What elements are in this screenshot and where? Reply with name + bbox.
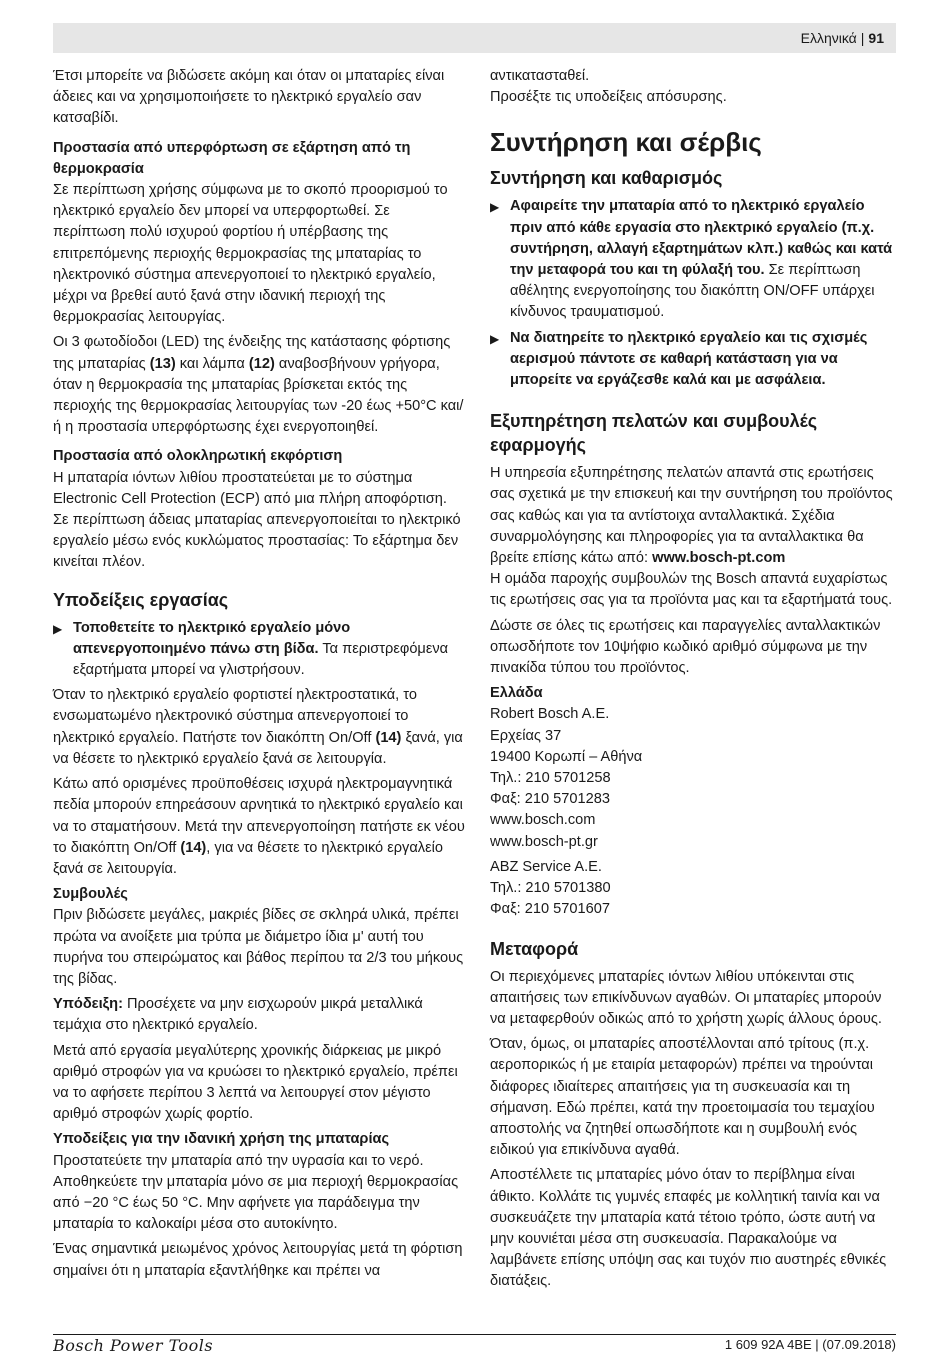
paragraph-overload: Σε περίπτωση χρήσης σύμφωνα με το σκοπό προορισμού το ηλεκτρικό εργαλείο δεν μπορεί να υπερφορτωθεί. Σε περίπτωση πολύ ισχυρού φορτίου ή υπέρβασης της επιτρεπόμενης περιοχής θερμοκρασίας της μπαταρίας το ηλεκτρονικό σύστημα απενεργοποιεί το ηλεκτρικό εργαλείο, μέχρι να βρεθεί αυτό ξανά στην ιδανική περιοχή της θερμοκρασίας λειτουργίας. [53,182,448,326]
text-led-a: Οι 3 φωτοδίοδοι (LED) της ένδειξης της κατάστασης φόρτισης της μπαταρίας [53,334,451,372]
address-line: Φαξ: 210 5701283 [490,791,610,808]
text-emc-a: Κάτω από ορισμένες προϋποθέσεις ισχυρά ηλεκτρομαγνητικά πεδία μπορούν επηρεάσουν αρνητικά το ηλεκτρικό εργαλείο και να το σταματήσουν. Μετά την απενεργοποίηση πατήστε εκ νέου το διακόπτη On/Off [53,776,465,856]
page-header-bar [53,23,896,53]
bullet-arrow-icon: ▶ [490,331,500,346]
paragraph-service-b: Η ομάδα παροχής συμβουλών της Bosch απαντά ευχαρίστως τις ερωτήσεις σας για τα προϊόντα μας και τα εξαρτήματά τους. [490,571,893,609]
page-number: 91 [868,30,884,46]
bullet-arrow-icon: ▶ [490,200,500,215]
paragraph-cooling: Μετά από εργασία μεγαλύτερης χρονικής διάρκειας με μικρό αριθμό στροφών για να κρυώσει το ηλεκτρικό εργαλείο, πρέπει να το αφήσετε περίπου 3 λεπτά να λειτουργεί στον μέγιστο αριθμό στροφών χωρίς φορτίο. [53,1042,458,1123]
paragraph-transport-3: Αποστέλλετε τις μπαταρίες μόνο όταν το περίβλημα είναι άθικτο. Κολλάτε τις γυμνές επαφές με κολλητική ταινία και να συσκευάζετε την μπαταρία κατά τέτοιο τρόπο, ώστε αυτή να μην κουνιέται μέσα στη συσκευασία. Παρακαλούμε να λαμβάνετε επίσης υπόψη σας και τυχόν πιο αυστηρές εθνικές διατάξεις. [490,1167,887,1290]
paragraph-service-a [490,463,898,569]
subheading-deep-discharge: Προστασία από ολοκληρωτική εκφόρτιση [53,448,343,465]
bullet-remove-battery [490,196,898,323]
text-led-b: και λάμπα [175,355,249,372]
paragraph-led [53,332,465,438]
header-label [801,30,884,46]
address-line: 19400 Κορωπί – Αθήνα [490,748,643,765]
paragraph-static [53,685,465,770]
ref-12: (12) [248,355,275,372]
paragraph-service-c: Δώστε σε όλες τις ερωτήσεις και παραγγελίες ανταλλακτικών οπωσδήποτε τον 10ψήφιο κωδικό αριθμό σύμφωνα με την πινακίδα τύπου του προϊόντος. [490,617,881,677]
paragraph-disposal: Προσέξτε τις υποδείξεις απόσυρσης. [490,89,727,106]
ref-14-a: (14) [375,729,402,746]
bullet-work-bold: Τοποθετείτε το ηλεκτρικό εργαλείο μόνο απενεργοποιημένο πάνω στη βίδα. [73,619,351,657]
footer-rule [53,1334,896,1335]
address-line: Robert Bosch A.E. [490,706,610,723]
heading-customer-service: Εξυπηρέτηση πελατών και συμβουλές εφαρμογής [490,411,818,456]
bosch-address [490,704,898,852]
abz-address [490,857,898,921]
address-block [490,704,898,920]
note-text: Προσέχετε να μην εισχωρούν μικρά μεταλλικά τεμάχια στο ηλεκτρικό εργαλείο. [53,996,423,1034]
paragraph-emc [53,774,465,880]
heading-working-advice: Υποδείξεις εργασίας [53,589,229,610]
text-led-c: αναβοσβήνουν γρήγορα, όταν η θερμοκρασία της μπαταρίας βρίσκεται εκτός της περιοχής της θερμοκρασίας λειτουργίας των -20 έως +50°C και/ή η προστασία υπερφόρτωσης έχει ενεργοποιηθεί. [53,355,464,436]
address-line: Τηλ.: 210 5701258 [490,770,611,787]
ref-13: (13) [149,355,176,372]
paragraph-lifetime: Ένας σημαντικά μειωμένος χρόνος λειτουργίας μετά τη φόρτιση σημαίνει ότι η μπαταρία εξαντλήθηκε και πρέπει να [53,1241,463,1279]
footer-doc-code: 1 609 92A 4BE | (07.09.2018) [724,1337,896,1352]
right-column [490,66,898,1297]
bullet-arrow-icon: ▶ [53,621,63,636]
header-language: Ελληνικά [800,30,857,46]
address-line: Ερχείας 37 [490,727,562,744]
paragraph-tips: Πριν βιδώσετε μεγάλες, μακριές βίδες σε σκληρά υλικά, πρέπει πρώτα να ανοίξετε μια τρύπα με διάμετρο ίδια μ' αυτή του πυρήνα του σπειρώματος και βάθος περίπου τα 2/3 του μήκους της βίδας. [53,907,464,987]
left-column [53,66,465,1286]
subheading-overload-protection: Προστασία από υπερφόρτωση σε εξάρτηση από τη θερμοκρασία [53,139,411,177]
bullet-work [53,618,465,682]
text-emc-b: , για να θέσετε το ηλεκτρικό εργαλείο ξανά σε λειτουργία. [53,839,443,877]
subheading-tips: Συμβουλές [53,886,128,903]
chapter-heading-maintenance: Συντήρηση και σέρβις [490,127,762,158]
bullet-work-rest: Τα περιστρεφόμενα εξαρτήματα μπορεί να γλιστρήσουν. [73,640,449,679]
bullet2-bold: Να διατηρείτε το ηλεκτρικό εργαλείο και τις σχισμές αερισμού πάντοτε σε καθαρή κατάσταση για να μπορείτε να εργάζεσθε καλά και με ασφάλεια. [510,329,868,389]
paragraph-intro: Έτσι μπορείτε να βιδώσετε ακόμη και όταν οι μπαταρίες είναι άδειες και να χρησιμοποιήσετε το ηλεκτρικό εργαλείο σαν κατσαβίδι. [53,68,445,127]
footer-brand: Bosch Power Tools [53,1336,214,1355]
address-line: www.bosch.com [490,812,596,829]
address-line: Φαξ: 210 5701607 [490,901,610,918]
address-line: www.bosch-pt.gr [490,833,598,850]
address-line: Τηλ.: 210 5701380 [490,880,611,897]
note-label: Υπόδειξη: [53,996,123,1013]
paragraph-battery: Προστατεύετε την μπαταρία από την υγρασία και το νερό. Αποθηκεύετε την μπαταρία μόνο σε μια περιοχή θερμοκρασίας από −20 °C έως 50 °C. Μην αφήνετε για παράδειγμα την μπαταρία το καλοκαίρι μέσα στο αυτοκίνητο. [53,1152,459,1233]
heading-maintenance-cleaning: Συντήρηση και καθαρισμός [490,168,723,189]
address-line: ABZ Service A.E. [490,858,602,875]
paragraph-transport-1: Οι περιεχόμενες μπαταρίες ιόντων λιθίου υπόκεινται στις απαιτήσεις των επικίνδυνων αγαθών. Οι μπαταρίες μπορούν να μεταφερθούν οδικώς από το χρήστη χωρίς άλλους όρους. [490,968,882,1027]
paragraph-note [53,994,465,1036]
header-separator: | [860,30,865,46]
paragraph-continuation: αντικατασταθεί. [490,68,590,84]
service-url: www.bosch-pt.com [652,550,786,567]
ref-14-b: (14) [180,839,207,856]
text-service-a: Η υπηρεσία εξυπηρέτησης πελατών απαντά στις ερωτήσεις σας σχετικά με την επισκευή και την συντήρηση του προϊόντος σας καθώς και για τα αντίστοιχα ανταλλακτικά. Σχέδια συναρμολόγησης και πληροφορίες για τα ανταλλακτικα θα βρείτε επίσης κάτω από: [490,465,893,567]
bullet1-bold: Αφαιρείτε την μπαταρία από το ηλεκτρικό εργαλείο πριν από κάθε εργασία στο ηλεκτρικό εργαλείο (π.χ. συντήρηση, αλλαγή εξαρτημάτων κλπ.) καθώς και κατά την μεταφορά του και τη φύλαξή του. [510,198,893,279]
bullet-keep-clean [490,328,898,392]
text-static-b: ξανά, για να θέσετε το ηλεκτρικό εργαλείο ξανά σε λειτουργία. [53,729,463,767]
text-static-a: Όταν το ηλεκτρικό εργαλείο φορτιστεί ηλεκτροστατικά, το ενσωματωμένο ηλεκτρονικό σύστημα απενεργοποιεί το ηλεκτρικό εργαλείο. Πατήστε τον διακόπτη On/Off [53,687,417,746]
heading-country: Ελλάδα [490,685,543,702]
bullet1-rest: Σε περίπτωση αθέλητης ενεργοποίησης του διακόπτη ON/OFF υπάρχει κίνδυνος τραυματισμού. [510,262,875,321]
heading-transport: Μεταφορά [490,938,579,959]
paragraph-transport-2: Όταν, όμως, οι μπαταρίες αποστέλλονται από τρίτους (π.χ. αεροπορικώς ή με εταιρία μεταφορών) πρέπει να τηρούνται διάφορες ιδιαίτερες απαιτήσεις για τη συσκευασία και τη σήμανση. Εδώ πρέπει, κατά την προετοιμασία του τεμαχίου αποστολής να ζητηθεί οπωσδήποτε και η συμβουλή ενός ειδικού για επικίνδυνα αγαθά. [490,1036,875,1159]
subheading-battery-use: Υποδείξεις για την ιδανική χρήση της μπαταρίας [53,1131,390,1148]
paragraph-discharge: Η μπαταρία ιόντων λιθίου προστατεύεται με το σύστημα Electronic Cell Protection (ECP) από μια πλήρη αποφόρτιση. Σε περίπτωση άδειας μπαταρίας απενεργοποιείται το ηλεκτρικό εργαλείο μέσω ενός κυκλώματος προστασίας: Το εξάρτημα δεν κινείται πλέον. [53,469,461,571]
